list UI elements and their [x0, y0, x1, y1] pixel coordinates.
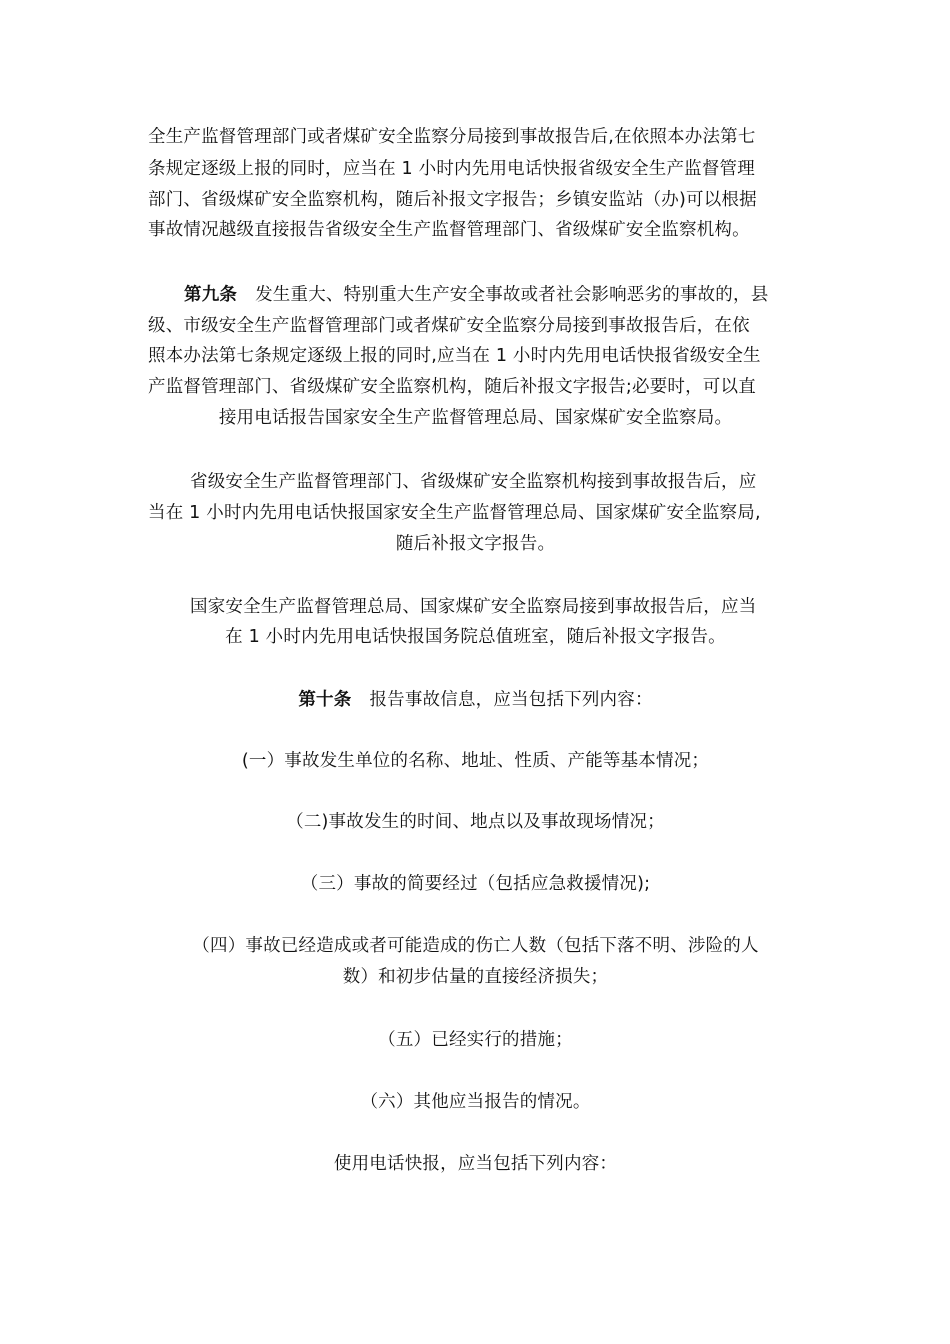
article-9-first-line: [184, 281, 768, 309]
paragraph-1-line-3: 部门、省级煤矿安全监察机构，随后补报文字报告；乡镇安监站（办)可以根据: [148, 190, 757, 210]
provincial-paragraph-line-1: 省级安全生产监督管理部门、省级煤矿安全监察机构接到事故报告后，应: [190, 472, 757, 492]
list-item: （三）事故的简要经过（包括应急救援情况);: [300, 874, 651, 894]
list-item: (一）事故发生单位的名称、地址、性质、产能等基本情况；: [241, 751, 710, 771]
article-10-heading: [148, 686, 803, 714]
list-item: （六）其他应当报告的情况。: [360, 1092, 591, 1112]
list-item: （二)事故发生的时间、地点以及事故现场情况；: [286, 812, 665, 832]
list-item: （五）已经实行的措施；: [378, 1030, 573, 1050]
provincial-paragraph-line-3: 随后补报文字报告。: [395, 534, 556, 554]
national-paragraph-line-1: 国家安全生产监督管理总局、国家煤矿安全监察局接到事故报告后，应当: [190, 597, 757, 617]
article-9-label: 第九条: [184, 285, 238, 305]
list-item: （四）事故已经造成或者可能造成的伤亡人数（包括下落不明、涉险的人: [192, 936, 759, 956]
article-9-line-4: 产监督管理部门、省级煤矿安全监察机构，随后补报文字报告;必要时，可以直: [148, 377, 756, 397]
provincial-paragraph-line-2: 当在 1 小时内先用电话快报国家安全生产监督管理总局、国家煤矿安全监察局,: [148, 503, 761, 523]
article-9-line-1: 发生重大、特别重大生产安全事故或者社会影响恶劣的事故的，县: [255, 285, 769, 305]
paragraph-1-line-1: 全生产监督管理部门或者煤矿安全监察分局接到事故报告后,在依照本办法第七: [148, 127, 756, 147]
article-10-text: 报告事故信息，应当包括下列内容：: [369, 690, 653, 710]
paragraph-1-line-2: 条规定逐级上报的同时，应当在 1 小时内先用电话快报省级安全生产监督管理: [148, 159, 755, 179]
paragraph-1-line-4: 事故情况越级直接报告省级安全生产监督管理部门、省级煤矿安全监察机构。: [148, 220, 750, 240]
article-9-line-3: 照本办法第七条规定逐级上报的同时,应当在 1 小时内先用电话快报省级安全生: [148, 346, 761, 366]
article-9-line-5: 接用电话报告国家安全生产监督管理总局、国家煤矿安全监察局。: [218, 408, 733, 428]
list-item-continuation: 数）和初步估量的直接经济损失；: [342, 967, 609, 987]
article-9-line-2: 级、市级安全生产监督管理部门或者煤矿安全监察分局接到事故报告后，在依: [148, 316, 750, 336]
article-10-label: 第十条: [298, 690, 352, 710]
national-paragraph-line-2: 在 1 小时内先用电话快报国务院总值班室，随后补报文字报告。: [225, 627, 726, 647]
phone-report-intro: 使用电话快报，应当包括下列内容：: [333, 1154, 618, 1174]
